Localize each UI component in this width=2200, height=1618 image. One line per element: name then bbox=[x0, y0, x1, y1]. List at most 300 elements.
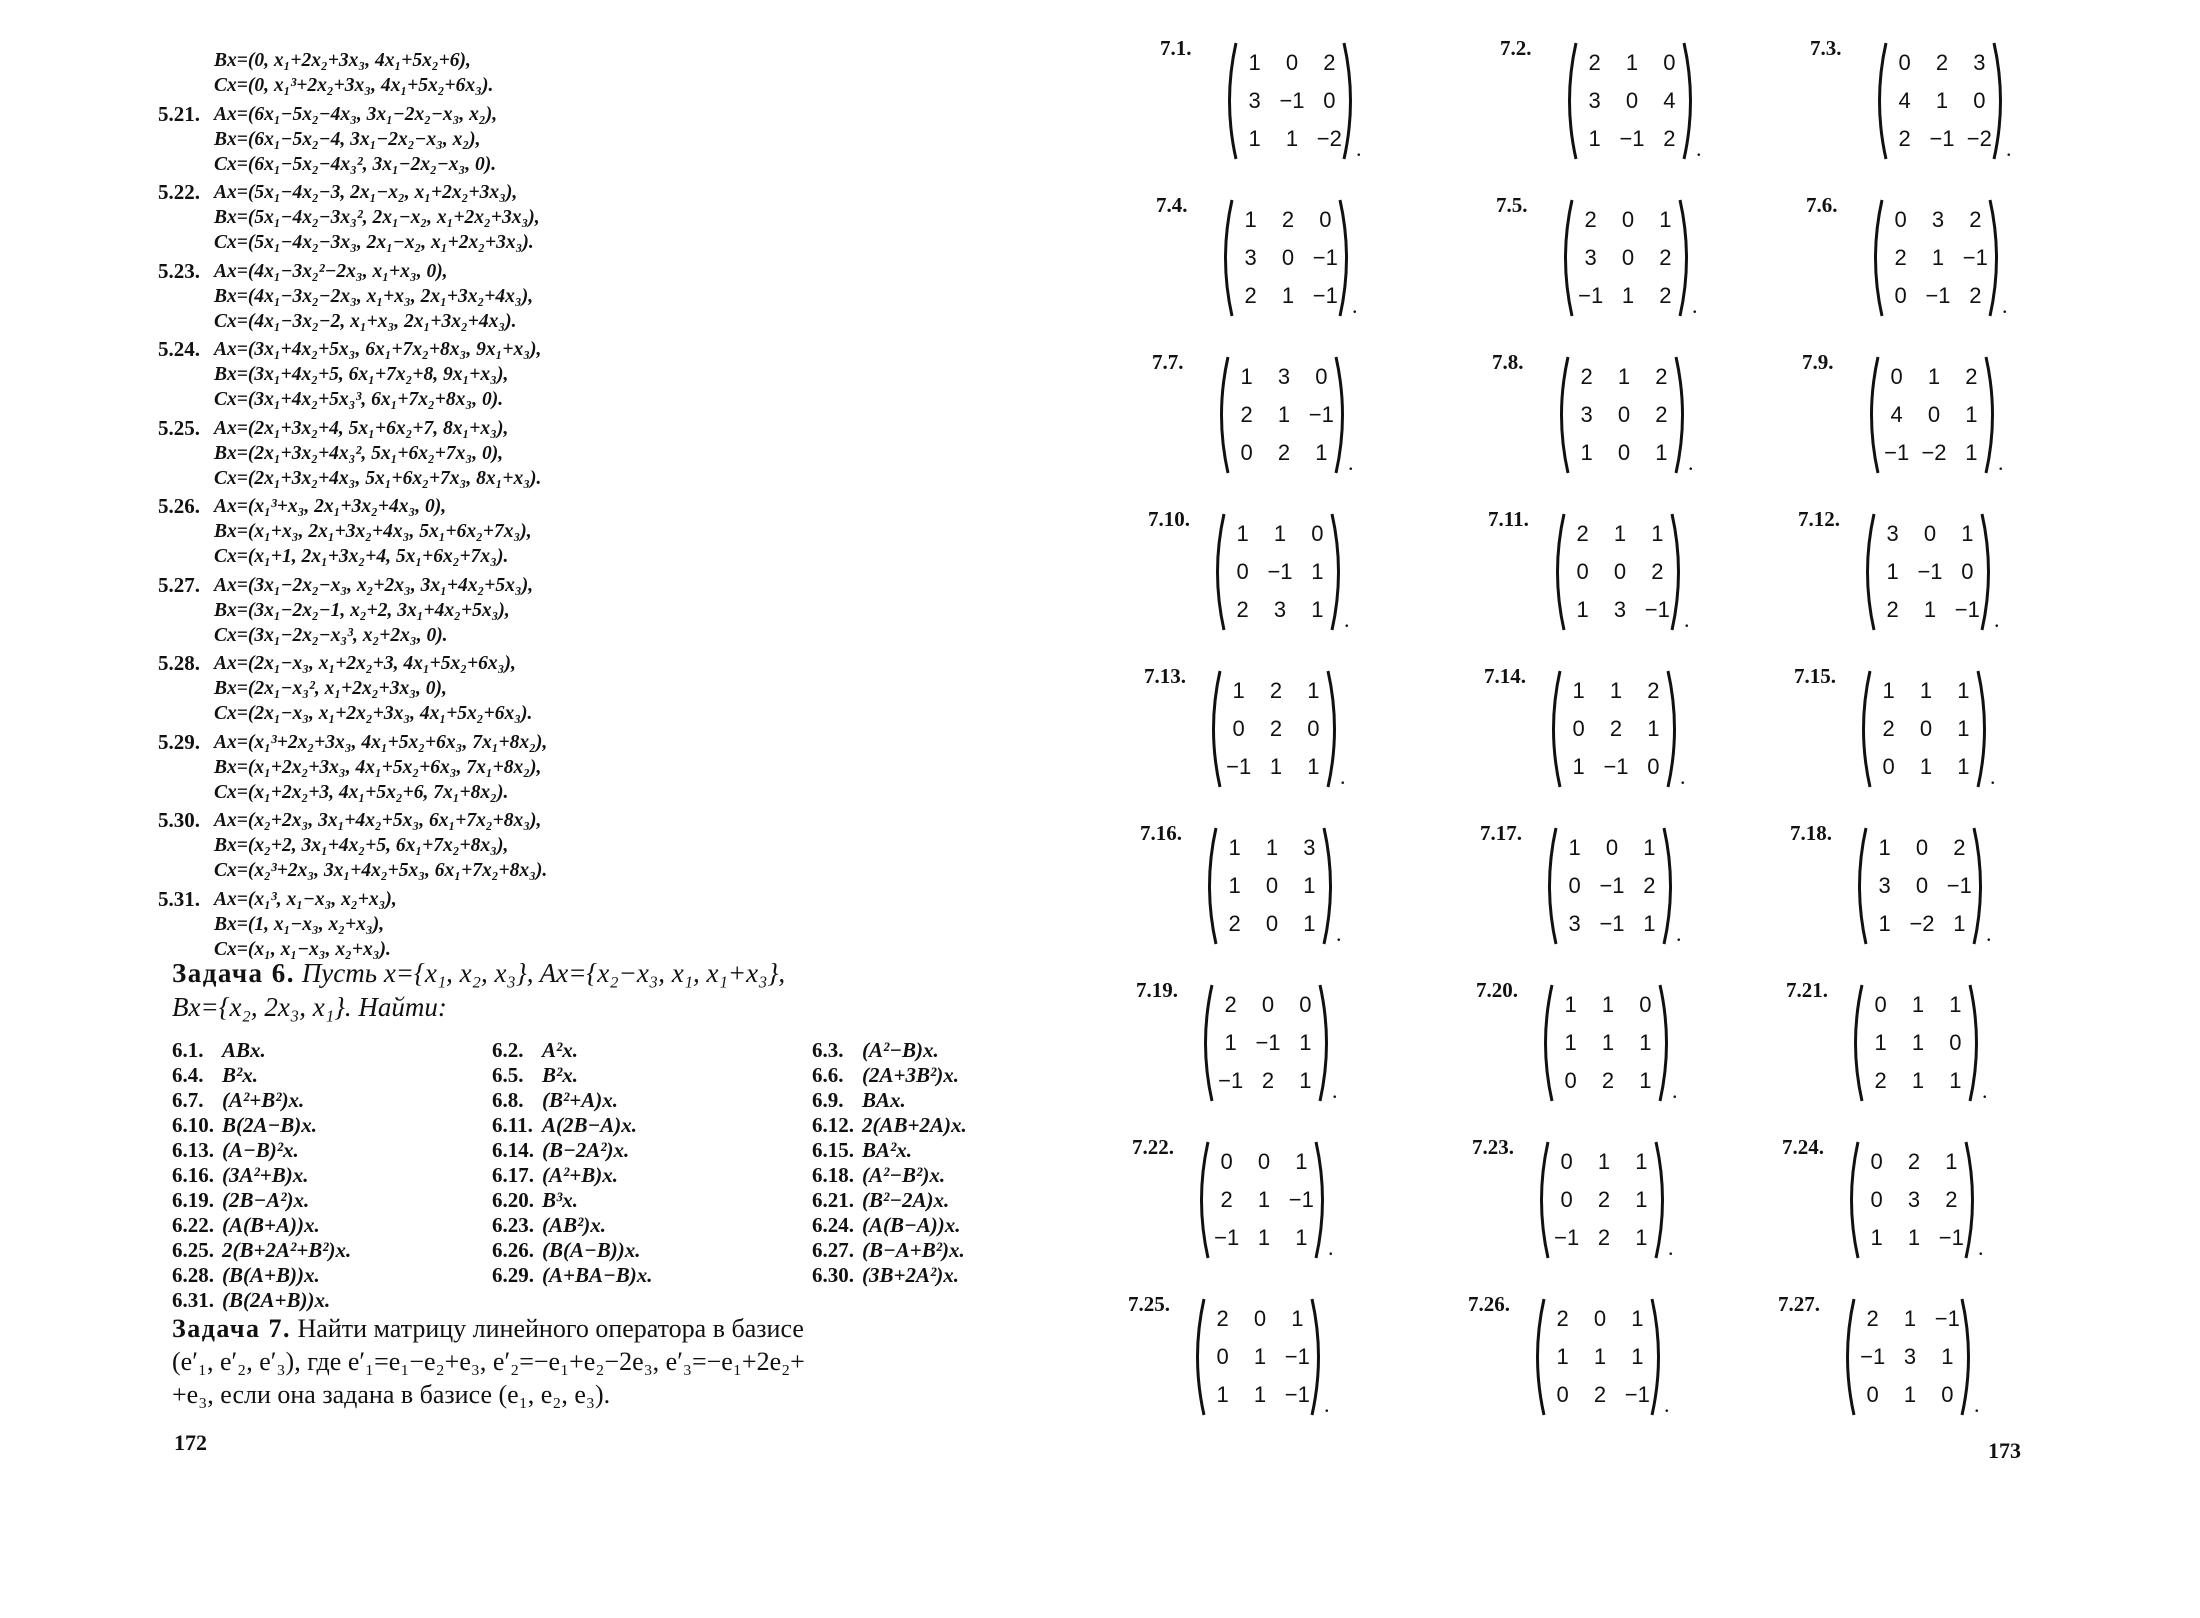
problem-number: 5.26. bbox=[158, 494, 200, 518]
matrix-problem bbox=[1802, 346, 2122, 496]
task-6-item bbox=[492, 1088, 618, 1112]
problem-expression-line: Cx=(x₁, x₁−x₃, x₂+x₃). bbox=[214, 938, 391, 960]
matrix-label: 7.16. bbox=[1140, 821, 1182, 845]
task-6-item-expression: (A²+B²)x. bbox=[222, 1088, 305, 1112]
matrix-entry: 0 bbox=[1621, 245, 1635, 270]
matrix-entry: 2 bbox=[1894, 245, 1907, 270]
task-6-item-expression: (A²−B²)x. bbox=[862, 1163, 946, 1187]
matrix-period: . bbox=[1352, 293, 1358, 318]
matrix-period: . bbox=[1998, 450, 2004, 475]
task-6-item bbox=[492, 1038, 578, 1062]
problem-expression-line: Bx=(3x₁−2x₂−1, x₂+2, 3x₁+4x₂+5x₃), bbox=[214, 599, 510, 621]
matrix-entry: 1 bbox=[1556, 1344, 1569, 1369]
problem-expression-line: Ax=(2x₁+3x₂+4, 5x₁+6x₂+7, 8x₁+x₃), bbox=[214, 417, 509, 439]
matrix-entry: 1 bbox=[1647, 716, 1660, 741]
problem-number: 5.30. bbox=[158, 808, 200, 832]
matrix-entry: 2 bbox=[1261, 1068, 1275, 1093]
matrix-label: 7.12. bbox=[1798, 507, 1840, 531]
matrix bbox=[1860, 511, 1996, 633]
matrix-period: . bbox=[2006, 136, 2012, 161]
task-6-item-expression: (A(B−A))x. bbox=[862, 1213, 961, 1237]
matrix-entry: 0 bbox=[1949, 1030, 1962, 1055]
matrix-problem bbox=[1476, 974, 1796, 1124]
matrix-problem bbox=[1806, 189, 2126, 339]
problem-expression-line: Ax=(4x₁−3x₂²−2x₃, x₁+x₃, 0), bbox=[214, 260, 448, 282]
matrix-period: . bbox=[1974, 1392, 1980, 1417]
matrix bbox=[1856, 668, 1992, 790]
problem-number bbox=[158, 48, 214, 98]
task-6-item-expression: 2(B+2A²+B²)x. bbox=[222, 1238, 352, 1262]
matrix-entry: −1 bbox=[1288, 1187, 1314, 1212]
matrix-entry: 0 bbox=[1923, 521, 1937, 546]
matrix-entry: 0 bbox=[1285, 50, 1299, 75]
problem-expression-line: Bx=(2x₁−x₃², x₁+2x₂+3x₃, 0), bbox=[214, 678, 447, 699]
task-7-title: Задача 7. bbox=[172, 1314, 291, 1343]
matrix-entry: −1 bbox=[1267, 559, 1293, 584]
matrix-problem bbox=[1156, 189, 1476, 339]
matrix-cells bbox=[1204, 1300, 1316, 1414]
matrix-cells bbox=[1858, 1143, 1970, 1257]
task-6-item-expression: (B−A+B²)x. bbox=[862, 1238, 965, 1262]
problem-item bbox=[158, 887, 718, 962]
matrix-entry: 2 bbox=[1588, 50, 1601, 75]
matrix-label: 7.7. bbox=[1152, 350, 1184, 374]
matrix bbox=[1214, 354, 1350, 476]
matrix bbox=[1542, 825, 1678, 947]
matrix-entry: 1 bbox=[1277, 402, 1291, 427]
matrix-entry: 1 bbox=[1601, 1030, 1615, 1055]
matrix bbox=[1550, 511, 1686, 633]
problem-expressions bbox=[214, 887, 718, 962]
task-6-item bbox=[492, 1063, 578, 1087]
matrix-entry: −1 bbox=[1218, 1068, 1244, 1093]
matrix-entry: 3 bbox=[1568, 911, 1581, 936]
matrix-entry: 0 bbox=[1265, 873, 1279, 898]
matrix-entry: 1 bbox=[1609, 678, 1623, 703]
matrix-entry: 2 bbox=[1576, 521, 1589, 546]
matrix-entry: 1 bbox=[1643, 835, 1656, 860]
task-6-items bbox=[172, 1038, 1072, 1312]
matrix-entry: 0 bbox=[1617, 402, 1631, 427]
matrix bbox=[1562, 40, 1698, 162]
matrix-entry: 1 bbox=[1651, 521, 1664, 546]
matrix-cells bbox=[1878, 358, 1990, 472]
matrix-entry: −1 bbox=[1599, 911, 1625, 936]
matrix-problem bbox=[1496, 189, 1816, 339]
page-number-right: 173 bbox=[1988, 1438, 2021, 1463]
matrix-entry: 0 bbox=[1593, 1306, 1607, 1331]
matrix-entry: 3 bbox=[1588, 88, 1601, 113]
problem-expression-line: Cx=(0, x₁³+2x₂+3x₃, 4x₁+5x₂+6x₃). bbox=[214, 75, 494, 96]
matrix-entry: 0 bbox=[1568, 873, 1581, 898]
task-7-statement bbox=[172, 1312, 1072, 1411]
matrix-entry: 1 bbox=[1291, 1306, 1304, 1331]
matrix-entry: 1 bbox=[1941, 1344, 1954, 1369]
matrix-cells bbox=[1228, 358, 1340, 472]
matrix-entry: 2 bbox=[1584, 207, 1597, 232]
problem-expression-line: Bx=(2x₁+3x₂+4x₃², 5x₁+6x₂+7x₃, 0), bbox=[214, 442, 504, 464]
matrix-entry: 2 bbox=[1898, 126, 1911, 151]
matrix-entry: −1 bbox=[1578, 283, 1604, 308]
matrix-entry: 3 bbox=[1886, 521, 1899, 546]
matrix-period: . bbox=[1332, 1078, 1338, 1103]
matrix-entry: 1 bbox=[1299, 1068, 1312, 1093]
task-6-item bbox=[492, 1213, 606, 1237]
matrix-entry: 2 bbox=[1323, 50, 1336, 75]
matrix-problem bbox=[1140, 817, 1460, 967]
matrix-label: 7.8. bbox=[1492, 350, 1524, 374]
matrix-entry: 0 bbox=[1564, 1068, 1577, 1093]
matrix-entry: 0 bbox=[1560, 1149, 1573, 1174]
matrix-problem bbox=[1810, 32, 2130, 182]
matrix-entry: −1 bbox=[1312, 245, 1338, 270]
matrix-entry: 2 bbox=[1945, 1187, 1958, 1212]
task-6-item-number: 6.27. bbox=[812, 1238, 854, 1262]
matrix-problem bbox=[1468, 1288, 1788, 1438]
matrix-entry: 2 bbox=[1647, 678, 1660, 703]
matrix bbox=[1840, 1296, 1976, 1418]
matrix-entry: 2 bbox=[1224, 992, 1237, 1017]
matrix-entry: 2 bbox=[1216, 1306, 1229, 1331]
task-6-item-expression: (A²+B)x. bbox=[542, 1163, 619, 1187]
task-6-item-number: 6.14. bbox=[492, 1138, 534, 1162]
matrix-period: . bbox=[1340, 764, 1346, 789]
matrix bbox=[1198, 982, 1334, 1104]
matrix-entry: 2 bbox=[1597, 1187, 1611, 1212]
matrix-entry: 0 bbox=[1961, 559, 1974, 584]
matrix-entry: −1 bbox=[1603, 754, 1629, 779]
matrix-cells bbox=[1216, 829, 1328, 943]
task-6-item-number: 6.26. bbox=[492, 1238, 534, 1262]
task-6-item-expression: (A+BA−B)x. bbox=[542, 1263, 653, 1287]
matrix-entry: 3 bbox=[1907, 1187, 1921, 1212]
matrix-entry: 1 bbox=[1593, 1344, 1607, 1369]
task-6-item bbox=[172, 1263, 320, 1287]
problem-number: 5.21. bbox=[158, 101, 200, 126]
matrix-entry: 2 bbox=[1228, 911, 1241, 936]
matrix-entry: 3 bbox=[1248, 88, 1261, 113]
matrix-grid-7 bbox=[1128, 32, 2200, 1432]
task-6-item-number: 6.7. bbox=[172, 1088, 204, 1112]
problem-number: 5.27. bbox=[158, 572, 200, 597]
task-6-item-number: 6.2. bbox=[492, 1038, 524, 1062]
task-6-item-expression: B²x. bbox=[222, 1063, 259, 1087]
matrix-entry: 2 bbox=[1593, 1382, 1607, 1407]
problem-expression-line: Cx=(x₂³+2x₃, 3x₁+4x₂+5x₃, 6x₁+7x₂+8x₃). bbox=[214, 860, 548, 881]
matrix-problem bbox=[1148, 503, 1468, 653]
matrix-entry: 1 bbox=[1253, 1344, 1267, 1369]
matrix-entry: 2 bbox=[1580, 364, 1593, 389]
matrix-entry: 1 bbox=[1949, 992, 1962, 1017]
matrix-entry: 1 bbox=[1269, 754, 1283, 779]
matrix-problem bbox=[1160, 32, 1480, 182]
task-6-item-number: 6.16. bbox=[172, 1163, 214, 1187]
matrix-entry: 1 bbox=[1273, 521, 1287, 546]
matrix-entry: 1 bbox=[1903, 1306, 1917, 1331]
matrix-entry: 1 bbox=[1870, 1225, 1883, 1250]
matrix-entry: 1 bbox=[1643, 911, 1656, 936]
matrix-cells bbox=[1232, 201, 1344, 315]
matrix-entry: 4 bbox=[1898, 88, 1911, 113]
matrix-entry: 1 bbox=[1228, 873, 1241, 898]
problem-expression-line: Cx=(6x₁−5x₂−4x₃², 3x₁−2x₂−x₃, 0). bbox=[214, 153, 497, 175]
matrix-entry: 1 bbox=[1295, 1225, 1308, 1250]
problem-expression-line: Ax=(3x₁−2x₂−x₃, x₂+2x₃, 3x₁+4x₂+5x₃), bbox=[214, 574, 534, 596]
matrix-label: 7.2. bbox=[1500, 36, 1532, 60]
task-6-item-number: 6.21. bbox=[812, 1188, 854, 1212]
matrix-entry: 3 bbox=[1903, 1344, 1917, 1369]
matrix-entry: −1 bbox=[1214, 1225, 1240, 1250]
matrix-entry: −1 bbox=[1308, 402, 1334, 427]
task-6-item-expression: A²x. bbox=[542, 1038, 579, 1062]
matrix-problem bbox=[1500, 32, 1820, 182]
matrix-entry: 0 bbox=[1299, 992, 1312, 1017]
matrix-entry: 2 bbox=[1220, 1187, 1233, 1212]
task-7-line-2: (e′₁, e′₂, e′₃), где e′₁=e₁−e₂+e₃, e′₂=−e₁+e₂−2e₃, e′₃=−e₁+2e₂+ bbox=[172, 1347, 805, 1376]
task-6-item bbox=[172, 1238, 351, 1262]
task-6-item-expression: (B²−2A)x. bbox=[862, 1188, 950, 1212]
task-6-item bbox=[812, 1088, 906, 1112]
matrix bbox=[1534, 1139, 1670, 1261]
matrix-entry: 1 bbox=[1635, 1187, 1648, 1212]
task-6-item-expression: (3A²+B)x. bbox=[222, 1163, 309, 1187]
matrix bbox=[1190, 1296, 1326, 1418]
task-6-item bbox=[812, 1163, 945, 1187]
matrix-cells bbox=[1212, 986, 1324, 1100]
problem-expression-line: Cx=(3x₁+4x₂+5x₃³, 6x₁+7x₂+8x₃, 0). bbox=[214, 389, 504, 410]
matrix-entry: 1 bbox=[1635, 1149, 1648, 1174]
matrix-cells bbox=[1220, 672, 1332, 786]
matrix-period: . bbox=[1348, 450, 1354, 475]
matrix-entry: 2 bbox=[1874, 1068, 1887, 1093]
matrix-label: 7.10. bbox=[1148, 507, 1190, 531]
matrix-entry: 1 bbox=[1265, 835, 1279, 860]
matrix-entry: −1 bbox=[1946, 873, 1972, 898]
matrix-label: 7.6. bbox=[1806, 193, 1838, 217]
task-7-line-3: +e₃, если она задана в базисе (e₁, e₂, e₃). bbox=[172, 1380, 611, 1409]
matrix-entry: 2 bbox=[1277, 440, 1291, 465]
task-6-item bbox=[812, 1063, 959, 1087]
matrix-entry: 1 bbox=[1911, 1068, 1925, 1093]
problem-expression-line: Ax=(x₁³, x₁−x₃, x₂+x₃), bbox=[214, 888, 397, 910]
matrix-problem bbox=[1488, 503, 1808, 653]
task-6-item bbox=[172, 1213, 320, 1237]
matrix-label: 7.11. bbox=[1488, 507, 1529, 531]
matrix bbox=[1222, 40, 1358, 162]
problem-expression-line: Bx=(x₁+x₃, 2x₁+3x₂+4x₃, 5x₁+6x₂+7x₃), bbox=[214, 521, 532, 542]
task-6-line-2: Bx={x₂, 2x₃, x₁}. Найти: bbox=[172, 992, 447, 1022]
matrix-period: . bbox=[1668, 1235, 1674, 1260]
matrix-entry: 0 bbox=[1874, 992, 1887, 1017]
matrix-entry: 1 bbox=[1935, 88, 1949, 113]
task-6-item-number: 6.15. bbox=[812, 1138, 854, 1162]
matrix-entry: 0 bbox=[1927, 402, 1941, 427]
matrix-entry: 1 bbox=[1927, 364, 1941, 389]
matrix-entry: 1 bbox=[1882, 678, 1895, 703]
matrix-entry: −1 bbox=[1938, 1225, 1964, 1250]
matrix-entry: 2 bbox=[1269, 678, 1283, 703]
matrix-entry: −1 bbox=[1255, 1030, 1281, 1055]
matrix-entry: 1 bbox=[1953, 911, 1966, 936]
matrix-label: 7.4. bbox=[1156, 193, 1188, 217]
task-6-item bbox=[812, 1113, 967, 1137]
matrix-entry: 2 bbox=[1663, 126, 1676, 151]
matrix-entry: 1 bbox=[1613, 521, 1627, 546]
matrix-entry: 2 bbox=[1969, 283, 1982, 308]
matrix-entry: 2 bbox=[1969, 207, 1982, 232]
task-6-item bbox=[172, 1163, 309, 1187]
task-6-item-number: 6.11. bbox=[492, 1113, 533, 1137]
matrix-entry: 2 bbox=[1965, 364, 1978, 389]
matrix-problem bbox=[1786, 974, 2106, 1124]
problem-number: 5.28. bbox=[158, 651, 200, 675]
problem-expression-line: Cx=(x₁+1, 2x₁+3x₂+4, 5x₁+6x₂+7x₃). bbox=[214, 546, 509, 567]
problem-expressions bbox=[214, 494, 718, 569]
matrix-entry: 0 bbox=[1866, 1382, 1879, 1407]
matrix-cells bbox=[1572, 201, 1684, 315]
task-6-item-expression: B²x. bbox=[542, 1063, 579, 1087]
matrix bbox=[1864, 354, 2000, 476]
matrix-label: 7.19. bbox=[1136, 978, 1178, 1002]
matrix-entry: −2 bbox=[1909, 911, 1935, 936]
matrix-entry: 0 bbox=[1915, 873, 1929, 898]
matrix-entry: 0 bbox=[1613, 559, 1627, 584]
task-6-item bbox=[812, 1263, 959, 1287]
matrix-entry: 4 bbox=[1663, 88, 1676, 113]
matrix-entry: 1 bbox=[1949, 1068, 1962, 1093]
task-6-item-expression: B(2A−B)x. bbox=[222, 1113, 317, 1137]
matrix-entry: 0 bbox=[1257, 1149, 1271, 1174]
problem-expression-line: Cx=(5x₁−4x₂−3x₃, 2x₁−x₂, x₁+2x₂+3x₃). bbox=[214, 232, 534, 253]
task-6-item-expression: (B²+A)x. bbox=[542, 1088, 619, 1112]
problem-item bbox=[158, 48, 718, 98]
task-6-item-number: 6.6. bbox=[812, 1063, 844, 1087]
problem-item bbox=[158, 808, 718, 883]
matrix-entry: 1 bbox=[1965, 440, 1978, 465]
matrix bbox=[1868, 197, 2004, 319]
problem-number: 5.22. bbox=[158, 180, 200, 204]
matrix-entry: 1 bbox=[1903, 1382, 1917, 1407]
problem-expression-line: Bx=(x₂+2, 3x₁+4x₂+5, 6x₁+7x₂+8x₃), bbox=[214, 835, 509, 856]
matrix-entry: 3 bbox=[1613, 597, 1627, 622]
matrix-entry: −1 bbox=[1599, 873, 1625, 898]
matrix-entry: −1 bbox=[1619, 126, 1645, 151]
matrix-entry: 1 bbox=[1965, 402, 1978, 427]
task-6-item-expression: (B(2A+B))x. bbox=[222, 1288, 331, 1312]
matrix-entry: 0 bbox=[1323, 88, 1336, 113]
matrix-entry: 1 bbox=[1919, 754, 1933, 779]
task-6-item-number: 6.19. bbox=[172, 1188, 214, 1212]
matrix bbox=[1194, 1139, 1330, 1261]
matrix-entry: −1 bbox=[1954, 597, 1980, 622]
problem-expression-line: Bx=(x₁+2x₂+3x₃, 4x₁+5x₂+6x₃, 7x₁+8x₂), bbox=[214, 756, 542, 778]
matrix-label: 7.20. bbox=[1476, 978, 1518, 1002]
matrix-cells bbox=[1568, 358, 1680, 472]
matrix-entry: 2 bbox=[1651, 559, 1664, 584]
matrix-entry: 1 bbox=[1572, 678, 1585, 703]
matrix-entry: 0 bbox=[1220, 1149, 1233, 1174]
matrix-entry: 2 bbox=[1659, 245, 1672, 270]
matrix-entry: 1 bbox=[1303, 911, 1316, 936]
task-6-item bbox=[812, 1038, 939, 1062]
problem-expression-line: Bx=(1, x₁−x₃, x₂+x₃), bbox=[214, 913, 385, 935]
matrix bbox=[1202, 825, 1338, 947]
matrix-entry: 1 bbox=[1617, 364, 1631, 389]
problem-item bbox=[158, 102, 718, 177]
problem-expressions bbox=[214, 651, 718, 726]
matrix-entry: −1 bbox=[1884, 440, 1910, 465]
matrix-entry: 1 bbox=[1631, 1344, 1644, 1369]
matrix-period: . bbox=[1990, 764, 1996, 789]
task-6-item-number: 6.10. bbox=[172, 1113, 214, 1137]
matrix bbox=[1872, 40, 2008, 162]
matrix-period: . bbox=[1328, 1235, 1334, 1260]
matrix-entry: 1 bbox=[1576, 597, 1589, 622]
problem-item bbox=[158, 651, 718, 726]
problem-item bbox=[158, 730, 718, 805]
matrix bbox=[1848, 982, 1984, 1104]
matrix-entry: 0 bbox=[1882, 754, 1895, 779]
matrix-cells bbox=[1208, 1143, 1320, 1257]
matrix-problem bbox=[1782, 1131, 2102, 1281]
matrix-entry: 1 bbox=[1224, 1030, 1237, 1055]
problem-number: 5.24. bbox=[158, 337, 200, 361]
matrix-entry: 3 bbox=[1878, 873, 1891, 898]
task-6-item bbox=[812, 1238, 965, 1262]
matrix-problem bbox=[1136, 974, 1456, 1124]
matrix-entry: 0 bbox=[1625, 88, 1639, 113]
problem-expression-line: Ax=(3x₁+4x₂+5x₃, 6x₁+7x₂+8x₃, 9x₁+x₃), bbox=[214, 339, 542, 360]
right-page bbox=[1100, 0, 2200, 1618]
matrix-entry: 1 bbox=[1307, 678, 1320, 703]
matrix-entry: 1 bbox=[1957, 678, 1970, 703]
matrix-entry: 1 bbox=[1655, 440, 1668, 465]
matrix-entry: 2 bbox=[1601, 1068, 1615, 1093]
task-6-item-expression: (B(A−B))x. bbox=[542, 1238, 641, 1262]
matrix-entry: 2 bbox=[1953, 835, 1966, 860]
matrix-entry: 1 bbox=[1659, 207, 1672, 232]
matrix-entry: 1 bbox=[1639, 1068, 1652, 1093]
matrix-cells bbox=[1854, 1300, 1966, 1414]
matrix-entry: 1 bbox=[1588, 126, 1601, 151]
matrix-cells bbox=[1886, 44, 1998, 158]
matrix-entry: −1 bbox=[1554, 1225, 1580, 1250]
matrix-entry: 0 bbox=[1572, 716, 1585, 741]
matrix-entry: 1 bbox=[1568, 835, 1581, 860]
matrix-entry: 1 bbox=[1564, 1030, 1577, 1055]
matrix-entry: −1 bbox=[1929, 126, 1955, 151]
matrix-entry: 2 bbox=[1269, 716, 1283, 741]
problem-expressions bbox=[214, 102, 718, 177]
matrix-label: 7.5. bbox=[1496, 193, 1528, 217]
matrix-entry: −1 bbox=[1860, 1344, 1886, 1369]
matrix-entry: 0 bbox=[1556, 1382, 1569, 1407]
matrix-entry: 1 bbox=[1907, 1225, 1921, 1250]
matrix-period: . bbox=[1356, 136, 1362, 161]
task-6-item-number: 6.28. bbox=[172, 1263, 214, 1287]
matrix-label: 7.25. bbox=[1128, 1292, 1170, 1316]
matrix-entry: 2 bbox=[1556, 1306, 1569, 1331]
matrix-entry: 1 bbox=[1878, 911, 1891, 936]
matrix-cells bbox=[1544, 1300, 1656, 1414]
matrix-entry: −1 bbox=[1312, 283, 1338, 308]
matrix-entry: 0 bbox=[1576, 559, 1589, 584]
matrix-entry: −1 bbox=[1279, 88, 1305, 113]
task-6-item bbox=[492, 1163, 618, 1187]
matrix bbox=[1546, 668, 1682, 790]
problem-number: 5.25. bbox=[158, 415, 200, 440]
matrix-entry: 1 bbox=[1580, 440, 1593, 465]
